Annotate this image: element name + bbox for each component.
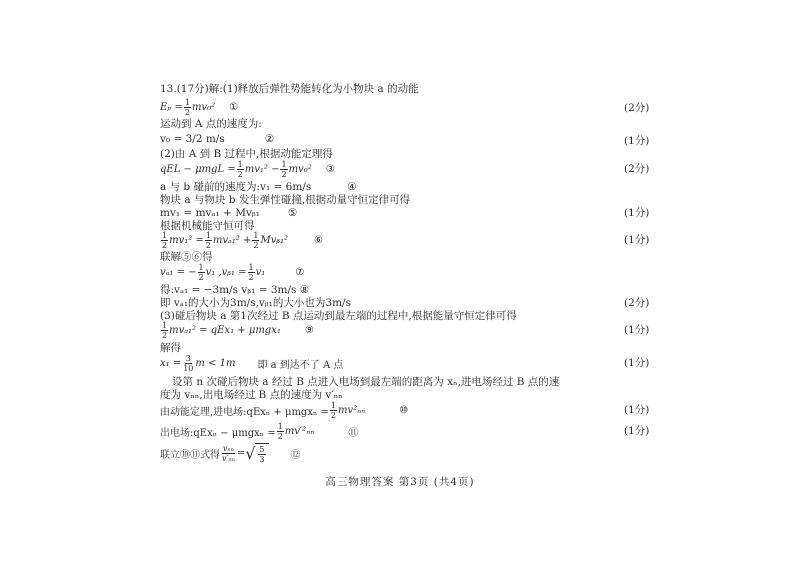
v0-value: v₀ = 3/2 m/s ② — [160, 133, 275, 145]
speed-before-collision: a 与 b 碰前的速度为:v₁ = 6m/s ④ — [160, 181, 357, 193]
score-1: (2分) — [624, 102, 650, 114]
score-5: (1分) — [624, 234, 650, 246]
score-10: (1分) — [624, 425, 650, 437]
square-root: √ $\frac{5}{3}$ — [245, 443, 268, 464]
speed-at-a-label: 运动到 A 点的速度为: — [160, 118, 262, 130]
score-9: (1分) — [624, 404, 650, 416]
collision-statement: 物块 a 与物块 b 发生弹性碰撞,根据动量守恒定律可得 — [160, 194, 411, 206]
nth-collision-line-2: 度为 vₙₙ,出电场经过 B 点的速度为 v′ₙₙ — [160, 389, 343, 401]
solve-5-6: 联解⑤⑥得 — [160, 251, 213, 263]
equation-11: 出电场:qExₙ − μmgxₙ = $\frac{1}{2}$ mv′²ₙₙ ⑪ — [160, 422, 359, 441]
eq1-number: ① — [229, 102, 239, 113]
score-3: (2分) — [624, 163, 650, 175]
equation-6: $\frac{1}{2}$ mv₁² = $\frac{1}{2}$ mvₐ₁² + $\frac{1}{2}$ Mvᵦ₁² ⑥ — [162, 231, 323, 250]
part-3-heading: (3)碰后物块 a 第1次经过 B 点运动到最左端的过程中,根据能量守恒定律可得 — [160, 310, 517, 322]
velocity-result: 得:vₐ₁ = −3m/s vᵦ₁ = 3m/s ⑧ — [160, 284, 310, 296]
equation-1 — [160, 98, 238, 117]
equation-7: vₐ₁ = − $\frac{1}{2}$ v₁ ,vᵦ₁ = $\frac{1}{2}$ v₁ ⑦ — [160, 263, 305, 282]
nth-collision-line-1: 设第 n 次碰后物块 a 经过 B 点进入电场到最左端的距离为 xₙ,进电场经过 B 点的速 — [172, 376, 560, 388]
score-4: (1分) — [624, 207, 650, 219]
score-6: (2分) — [624, 297, 650, 309]
score-8: (1分) — [624, 357, 650, 369]
equation-10: 由动能定理,进电场:qExₙ + μmgxₙ = $\frac{1}{2}$ mv²ₙₙ ⑩ — [160, 401, 409, 420]
magnitude-statement: 即 vₐ₁的大小为3m/s,vᵦ₁的大小也为3m/s — [160, 297, 351, 309]
equation-9: $\frac{1}{2}$ mvₐ₁² = qEx₁ + μmgx₁ ⑨ — [162, 321, 314, 340]
momentum-equation: mv₁ = mvₐ₁ + Mvᵦ₁ ⑤ — [160, 207, 298, 219]
eq1-rhs: mv₀² — [191, 102, 216, 113]
problem-header: 13.(17分)解:(1)释放后弹性势能转化为小物块 a 的动能 — [160, 83, 419, 95]
page-footer: 高三物理答案 第3页 (共4页) — [325, 476, 475, 488]
equation-x1: x₁ = $\frac{3}{10}$ m < 1m 即 a 到达不了 A 点 — [160, 354, 344, 373]
solve-label: 解得 — [160, 342, 181, 354]
score-2: (1分) — [624, 135, 650, 147]
equation-3: qEL − μmgL = $\frac{1}{2}$ mv₁² − $\frac{1}{2}$ mv₀² ③ — [160, 160, 335, 179]
eq1-lhs: Eₚ = — [160, 102, 183, 113]
score-7: (1分) — [624, 324, 650, 336]
part-2-heading: (2)由 A 到 B 过程中,根据动能定理得 — [160, 148, 333, 160]
energy-conservation-label: 根据机械能守恒可得 — [160, 220, 255, 232]
equation-12: 联立⑩⑪式得 $\frac{\text{vₙₙ}}{\text{v′ₙₙ}}$ = √ $\frac{5}{3}$ ⑫ — [160, 443, 301, 464]
fraction-one-half: $\frac{1}{2}$ — [184, 98, 190, 117]
